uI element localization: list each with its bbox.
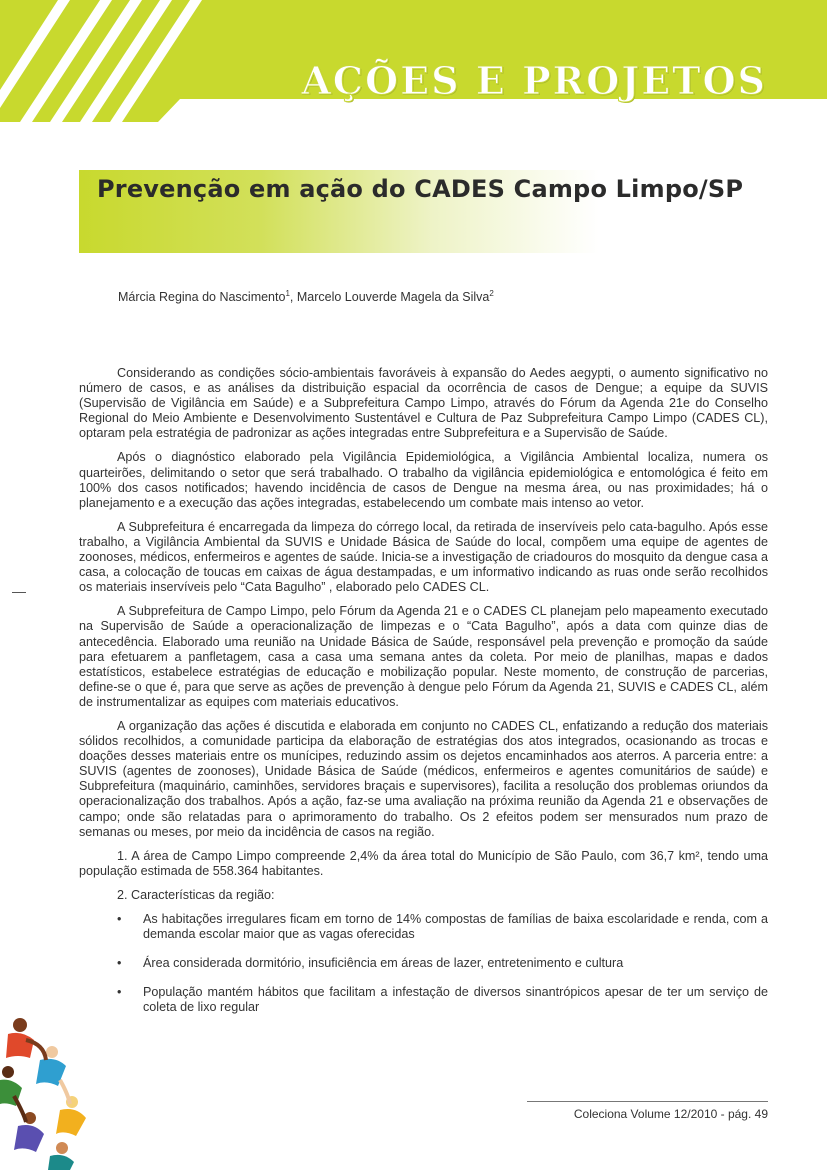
list-item-text: Área considerada dormitório, insuficiência em áreas de lazer, entretenimento e cultura <box>143 956 624 971</box>
paragraph: A organização das ações é discutida e elaborada em conjunto no CADES CL, enfatizando a redução dos materiais sólidos recolhidos, a comunidade participa da elaboração de estratégias dos atos integrados, ocasionando as trocas e doações desses materiais entre os munícipes, reduzindo assim os dejetos encaminhados aos aterros. A parceria entre: a SUVIS (agentes de zoonoses), Unidade Básica de Saúde (médicos, enfermeiros e agentes comunitários de saúde) e Subprefeitura (maquinário, caminhões, servidores braçais e supervisores), facilita a resolução dos problemas oriundos da operacionalização dos trabalhos. Após a ação, faz-se uma avaliação na próxima reunião da Agenda 21 e observações de campo; onde são relatadas para o aprimoramento do trabalho. Os 2 efeitos podem ser mensurados num prazo de semanas ou meses, por meio da incidência de casos na região. <box>79 718 768 839</box>
paragraph: Considerando as condições sócio-ambientais favoráveis à expansão do Aedes aegypti, o aumento significativo no número de casos, e as análises da distribuição espacial da ocorrência de casos de Dengue; a equipe da SUVIS (Supervisão de Vigilância em Saúde) e a Subprefeitura Campo Limpo, através do Fórum da Agenda 21e do Conselho Regional do Meio Ambiente e Desenvolvimento Sustentável e Cultura de Paz Subprefeitura Campo Limpo (CADES CL), optaram pela estratégia de padronizar as ações integradas entre Subprefeitura e a Supervisão de Saúde. <box>79 366 768 441</box>
bullet-icon: • <box>117 912 122 926</box>
article-body <box>79 366 768 1029</box>
author-1-footnote: 1 <box>285 289 290 298</box>
paragraph: A Subprefeitura de Campo Limpo, pelo Fórum da Agenda 21 e o CADES CL planejam pelo mapeamento executado na Supervisão de Saúde a operacionalização de limpezas e o “Cata Bagulho”, após a data com quinze dias de antecedência. Elaborado uma reunião na Unidade Básica de Saúde, responsável pela prevenção e promoção da saúde para efetuarem a panfletagem, casa a casa uma semana antes da coleta. Por meio de planilhas, mapas e dados estatísticos, estabelece estratégias de educação e mobilização popular. Neste momento, de construção de parcerias, define-se o que é, para que serve as ações de prevenção à dengue pelo Fórum da Agenda 21, SUVIS e CADES CL, além de instrumentalizar as equipes com materiais educativos. <box>79 604 768 709</box>
numbered-item-1: 1. A área de Campo Limpo compreende 2,4% da área total do Município de São Paulo, com 36,7 km², tendo uma população estimada de 558.364 habitantes. <box>79 848 768 878</box>
footer-rule <box>527 1101 768 1102</box>
paragraph: Após o diagnóstico elaborado pela Vigilância Epidemiológica, a Vigilância Ambiental localiza, numera os quarteirões, delimitando o setor que será trabalhado. O trabalho da vigilância epidemiológica e entomológica é feito em 100% dos casos notificados; havendo incidência de casos de Dengue na mesma área, ou nas proximidades; há o planejamento e a execução das ações integradas, estabelecendo um combate mais intenso ao vetor. <box>79 450 768 510</box>
article-title: Prevenção em ação do CADES Campo Limpo/SP <box>97 175 744 203</box>
list-item-text: As habitações irregulares ficam em torno de 14% compostas de famílias de baixa escolaridade e renda, com a demanda escolar maior que as vagas oferecidas <box>143 912 768 942</box>
authors-line <box>118 289 494 304</box>
author-2-footnote: 2 <box>489 289 494 298</box>
list-item <box>79 956 768 971</box>
numbered-item-2: 2. Características da região: <box>117 887 275 902</box>
list-item <box>79 985 768 1015</box>
list-item <box>79 912 768 942</box>
paragraph: A Subprefeitura é encarregada da limpeza do córrego local, da retirada de inservíveis pelo cata-bagulho. Após esse trabalho, a Vigilância Ambiental da SUVIS e Unidade Básica de Saúde do local, compõem uma equipe de agentes de zoonoses, médicos, enfermeiros e agentes de saúde. Inicia-se a investigação de criadouros do mosquito da dengue casa a casa, a colocação de toucas em caixas de água destampadas, e um informativo indicando as ruas onde serão recolhidos os materiais inservíveis pelo “Cata Bagulho” , elaborado pelo CADES CL. <box>79 519 768 595</box>
author-2: Marcelo Louverde Magela da Silva <box>296 290 490 305</box>
bullet-icon: • <box>117 985 122 1000</box>
margin-mark <box>12 592 26 593</box>
bullet-icon: • <box>117 956 122 971</box>
section-title: AÇÕES E PROJETOS <box>301 58 767 103</box>
author-1: Márcia Regina do Nascimento <box>118 290 286 305</box>
people-circle-illustration-icon <box>0 1010 110 1170</box>
author-separator: , <box>289 290 297 305</box>
characteristics-list <box>79 912 768 1015</box>
list-item-text: População mantém hábitos que facilitam a infestação de diversos sinantrópicos apesar de ter um serviço de coleta de lixo regular <box>143 985 768 1015</box>
footer-page-info: Coleciona Volume 12/2010 - pág. 49 <box>573 1107 768 1121</box>
